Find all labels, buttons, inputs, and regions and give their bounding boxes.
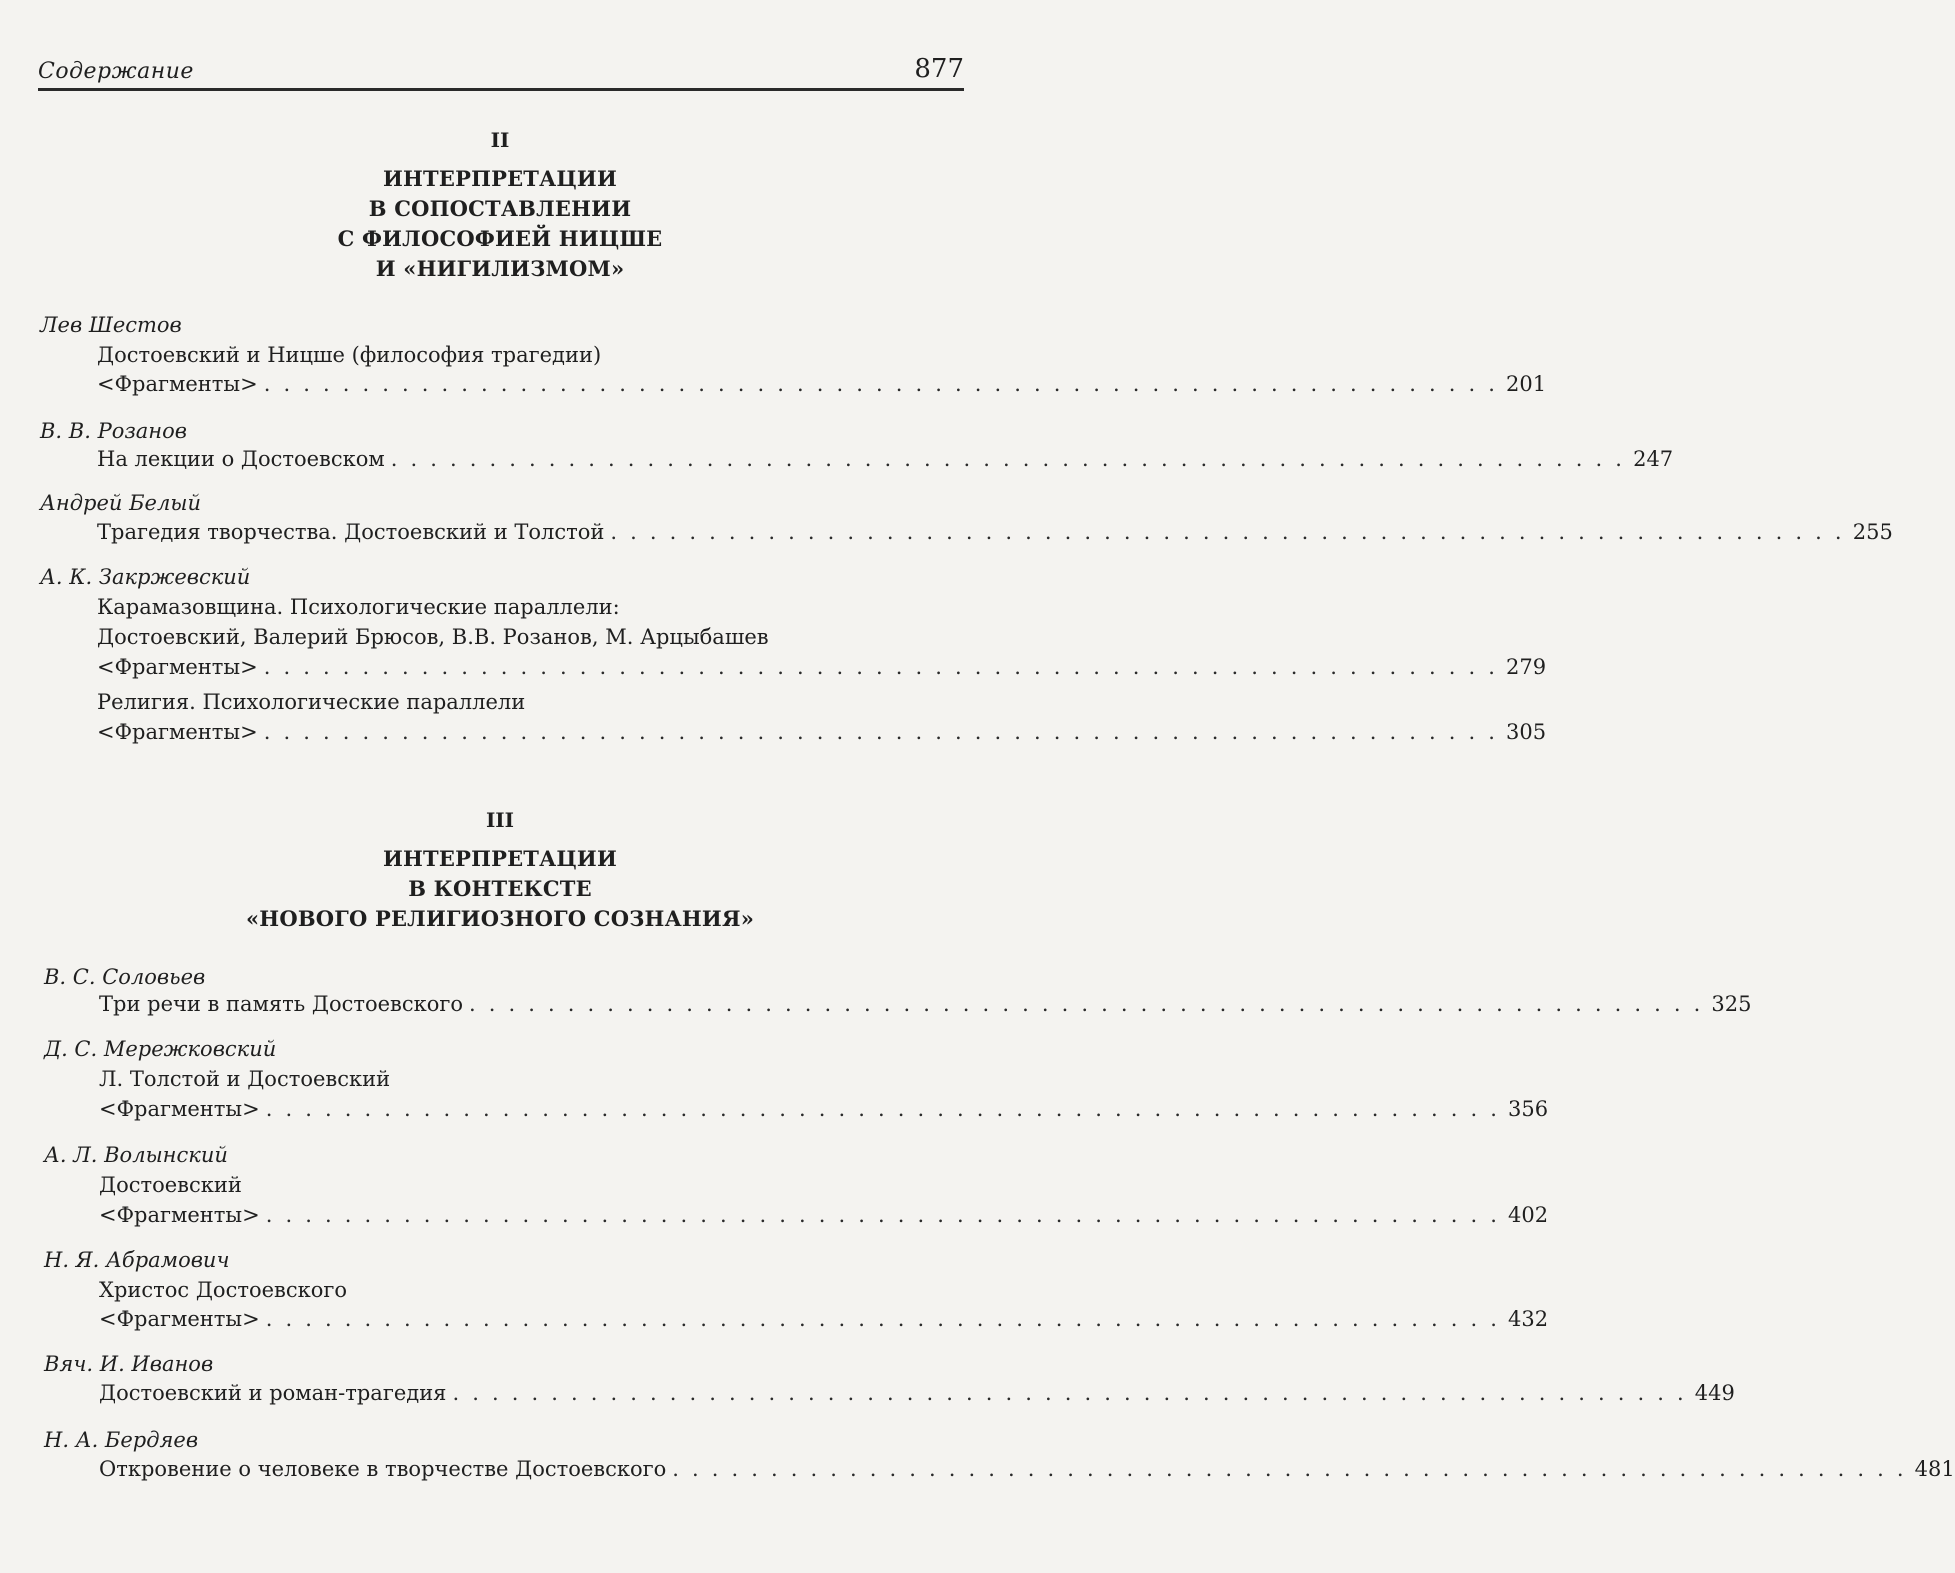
entry-title: Религия. Психологические параллели [97, 690, 526, 714]
entry-title: Достоевский и роман-трагедия [99, 1381, 447, 1405]
entry-author: Лев Шестов [40, 313, 182, 337]
section-heading-3 [0, 808, 1000, 934]
entry-title: Достоевский и Ницше (философия трагедии) [97, 343, 602, 367]
entry-title: <Фрагменты> [97, 372, 258, 396]
entry-title: Трагедия творчества. Достоевский и Толстой [97, 520, 605, 544]
entry-title: Три речи в память Достоевского [99, 992, 464, 1016]
dot-leader: . . . . . . . . . . . . . . . . . . . . . . . . . . . . . . . . . . . . . . . . . . . . . . . . . . . . . . . . . . . . . . . [610, 520, 1845, 544]
entry-author: Вяч. И. Иванов [44, 1352, 214, 1376]
entry-title: Достоевский [99, 1173, 242, 1197]
entry-author: А. Л. Волынский [44, 1143, 228, 1167]
toc-entry-link[interactable] [99, 1097, 1549, 1121]
section-roman-numeral: III [485, 808, 515, 832]
entry-author: Д. С. Мережковский [44, 1037, 277, 1061]
dot-leader: . . . . . . . . . . . . . . . . . . . . . . . . . . . . . . . . . . . . . . . . . . . . . . . . . . . . . . . . . . . . . . . [265, 1097, 1501, 1121]
dot-leader: . . . . . . . . . . . . . . . . . . . . . . . . . . . . . . . . . . . . . . . . . . . . . . . . . . . . . . . . . . . . . . . [390, 447, 1626, 471]
toc-entry-link[interactable] [99, 1457, 1955, 1481]
entry-page-number: 356 [1508, 1097, 1549, 1121]
section-heading-line: ИНТЕРПРЕТАЦИИ [382, 166, 618, 191]
entry-page-number: 449 [1694, 1381, 1735, 1405]
entry-title: Карамазовщина. Психологические параллели: [97, 595, 620, 619]
entry-page-number: 255 [1852, 520, 1893, 544]
toc-entry-link[interactable] [99, 1381, 1735, 1405]
entry-title: <Фрагменты> [97, 720, 258, 744]
toc-entry-link[interactable] [97, 372, 1547, 396]
toc-entry-link[interactable] [99, 1203, 1549, 1227]
entry-title: <Фрагменты> [99, 1203, 260, 1227]
entry-author: В. С. Соловьев [44, 965, 206, 989]
toc-entry-link[interactable] [99, 1307, 1549, 1331]
entry-title: Христос Достоевского [99, 1278, 348, 1302]
section-heading-line: В КОНТЕКСТЕ [408, 876, 592, 901]
section-heading-line: ИНТЕРПРЕТАЦИИ [382, 846, 618, 871]
running-header [38, 52, 964, 91]
toc-entry-link[interactable] [99, 992, 1752, 1016]
entry-title: Л. Толстой и Достоевский [99, 1067, 391, 1091]
dot-leader: . . . . . . . . . . . . . . . . . . . . . . . . . . . . . . . . . . . . . . . . . . . . . . . . . . . . . . . . . . . . . . . [263, 720, 1499, 744]
entry-page-number: 201 [1506, 372, 1547, 396]
entry-title: Откровение о человеке в творчестве Достоевского [99, 1457, 667, 1481]
entry-page-number: 402 [1508, 1203, 1549, 1227]
section-heading-line: И «НИГИЛИЗМОМ» [375, 256, 625, 281]
dot-leader: . . . . . . . . . . . . . . . . . . . . . . . . . . . . . . . . . . . . . . . . . . . . . . . . . . . . . . . . . . . . . . . [263, 372, 1499, 396]
page-number: 877 [914, 54, 964, 84]
entry-title: <Фрагменты> [99, 1097, 260, 1121]
entry-page-number: 325 [1711, 992, 1752, 1016]
section-heading-line: С ФИЛОСОФИЕЙ НИЦШЕ [337, 226, 663, 251]
dot-leader: . . . . . . . . . . . . . . . . . . . . . . . . . . . . . . . . . . . . . . . . . . . . . . . . . . . . . . . . . . . . . . . [452, 1381, 1687, 1405]
running-header-title: Содержание [38, 59, 194, 84]
entry-title: <Фрагменты> [99, 1307, 260, 1331]
entry-author: Андрей Белый [40, 491, 201, 515]
entry-page-number: 279 [1506, 655, 1547, 679]
entry-author: В. В. Розанов [40, 419, 188, 443]
entry-title: <Фрагменты> [97, 655, 258, 679]
section-heading-line: В СОПОСТАВЛЕНИИ [368, 196, 632, 221]
entry-page-number: 305 [1506, 720, 1547, 744]
entry-title: На лекции о Достоевском [97, 447, 385, 471]
dot-leader: . . . . . . . . . . . . . . . . . . . . . . . . . . . . . . . . . . . . . . . . . . . . . . . . . . . . . . . . . . . . . . . [672, 1457, 1907, 1481]
dot-leader: . . . . . . . . . . . . . . . . . . . . . . . . . . . . . . . . . . . . . . . . . . . . . . . . . . . . . . . . . . . . . . . [263, 655, 1499, 679]
section-heading-2 [0, 128, 1000, 284]
section-heading-line: «НОВОГО РЕЛИГИОЗНОГО СОЗНАНИЯ» [245, 906, 755, 931]
dot-leader: . . . . . . . . . . . . . . . . . . . . . . . . . . . . . . . . . . . . . . . . . . . . . . . . . . . . . . . . . . . . . . . [469, 992, 1704, 1016]
entry-author: А. К. Закржевский [40, 565, 251, 589]
dot-leader: . . . . . . . . . . . . . . . . . . . . . . . . . . . . . . . . . . . . . . . . . . . . . . . . . . . . . . . . . . . . . . . [265, 1203, 1501, 1227]
toc-entry-link[interactable] [97, 720, 1547, 744]
entry-author: Н. А. Бердяев [44, 1428, 199, 1452]
dot-leader: . . . . . . . . . . . . . . . . . . . . . . . . . . . . . . . . . . . . . . . . . . . . . . . . . . . . . . . . . . . . . . . [265, 1307, 1501, 1331]
entry-page-number: 247 [1633, 447, 1674, 471]
toc-entry-link[interactable] [97, 520, 1893, 544]
entry-page-number: 432 [1508, 1307, 1549, 1331]
toc-entry-link[interactable] [97, 447, 1674, 471]
toc-entry-link[interactable] [97, 655, 1547, 679]
entry-author: Н. Я. Абрамович [44, 1248, 230, 1272]
section-roman-numeral: II [490, 128, 510, 152]
entry-page-number: 481 [1914, 1457, 1955, 1481]
entry-title: Достоевский, Валерий Брюсов, В.В. Розанов, М. Арцыбашев [97, 625, 769, 649]
